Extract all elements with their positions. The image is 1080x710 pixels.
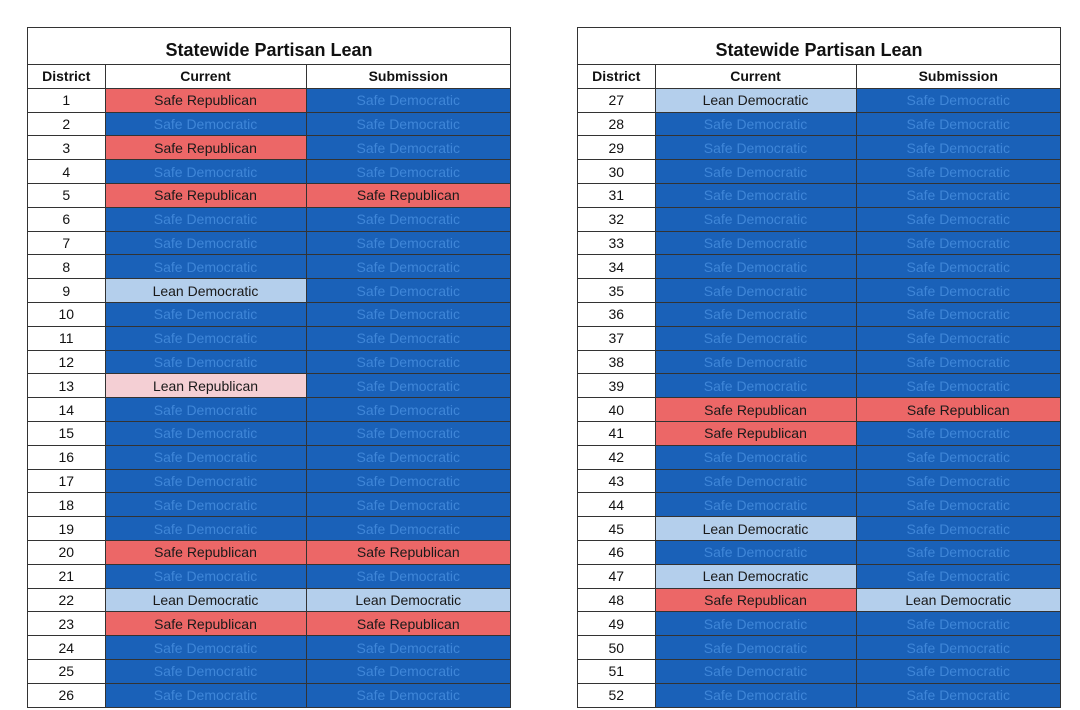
submission-lean-cell: Safe Democratic: [306, 398, 510, 422]
table-row: [28, 350, 510, 374]
current-lean-cell: Safe Democratic: [105, 683, 306, 706]
current-lean-cell: Safe Democratic: [655, 112, 856, 136]
district-number-cell: 9: [28, 279, 105, 303]
district-number-cell: 47: [578, 564, 655, 588]
district-number-cell: 24: [28, 636, 105, 660]
table-row: [28, 160, 510, 184]
district-number-cell: 12: [28, 350, 105, 374]
district-number-cell: 20: [28, 540, 105, 564]
district-number-cell: 18: [28, 493, 105, 517]
table-row: [28, 612, 510, 636]
district-number-cell: 42: [578, 445, 655, 469]
current-lean-cell: Safe Democratic: [655, 659, 856, 683]
table-row: [28, 398, 510, 422]
submission-lean-cell: Safe Democratic: [856, 302, 1060, 326]
district-number-cell: 46: [578, 540, 655, 564]
table-row: [578, 493, 1060, 517]
current-lean-cell: Safe Democratic: [655, 636, 856, 660]
table-row: [28, 279, 510, 303]
district-number-cell: 13: [28, 374, 105, 398]
table-row: [578, 612, 1060, 636]
current-lean-cell: Safe Democratic: [105, 207, 306, 231]
current-lean-cell: Safe Republican: [655, 398, 856, 422]
table-row: [28, 374, 510, 398]
current-lean-cell: Safe Democratic: [105, 112, 306, 136]
submission-lean-cell: Safe Republican: [306, 540, 510, 564]
table-row: [28, 659, 510, 683]
table-row: [28, 564, 510, 588]
table-row: [578, 683, 1060, 706]
current-lean-cell: Safe Democratic: [655, 302, 856, 326]
district-number-cell: 38: [578, 350, 655, 374]
header-row: [578, 65, 1060, 88]
submission-lean-cell: Safe Democratic: [306, 517, 510, 541]
district-number-cell: 35: [578, 279, 655, 303]
current-lean-cell: Safe Democratic: [655, 326, 856, 350]
table-row: [28, 231, 510, 255]
current-lean-cell: Safe Democratic: [105, 517, 306, 541]
table-title: Statewide Partisan Lean: [28, 28, 510, 65]
column-header-district: District: [578, 65, 655, 88]
table-row: [578, 421, 1060, 445]
submission-lean-cell: Safe Democratic: [856, 421, 1060, 445]
submission-lean-cell: Safe Republican: [306, 612, 510, 636]
submission-lean-cell: Safe Democratic: [856, 112, 1060, 136]
current-lean-cell: Safe Republican: [655, 421, 856, 445]
district-number-cell: 41: [578, 421, 655, 445]
table-row: [28, 255, 510, 279]
district-number-cell: 16: [28, 445, 105, 469]
current-lean-cell: Safe Democratic: [105, 445, 306, 469]
submission-lean-cell: Safe Democratic: [856, 612, 1060, 636]
table-row: [578, 255, 1060, 279]
table-row: [578, 88, 1060, 112]
district-number-cell: 10: [28, 302, 105, 326]
current-lean-cell: Safe Democratic: [655, 350, 856, 374]
table-row: [28, 588, 510, 612]
submission-lean-cell: Safe Democratic: [856, 326, 1060, 350]
district-number-cell: 40: [578, 398, 655, 422]
submission-lean-cell: Safe Democratic: [306, 326, 510, 350]
district-number-cell: 23: [28, 612, 105, 636]
current-lean-cell: Lean Democratic: [105, 588, 306, 612]
district-number-cell: 4: [28, 160, 105, 184]
current-lean-cell: Safe Democratic: [105, 350, 306, 374]
table-row: [578, 564, 1060, 588]
submission-lean-cell: Safe Democratic: [856, 207, 1060, 231]
current-lean-cell: Safe Democratic: [655, 540, 856, 564]
current-lean-cell: Safe Democratic: [105, 493, 306, 517]
current-lean-cell: Lean Democratic: [105, 279, 306, 303]
district-number-cell: 1: [28, 88, 105, 112]
district-number-cell: 39: [578, 374, 655, 398]
district-number-cell: 48: [578, 588, 655, 612]
table-row: [578, 588, 1060, 612]
table-row: [28, 88, 510, 112]
current-lean-cell: Safe Democratic: [105, 255, 306, 279]
submission-lean-cell: Safe Democratic: [306, 231, 510, 255]
current-lean-cell: Safe Democratic: [105, 636, 306, 660]
submission-lean-cell: Safe Democratic: [306, 302, 510, 326]
current-lean-cell: Safe Democratic: [655, 207, 856, 231]
submission-lean-cell: Safe Democratic: [856, 350, 1060, 374]
district-number-cell: 25: [28, 659, 105, 683]
table-row: [28, 136, 510, 160]
district-number-cell: 37: [578, 326, 655, 350]
submission-lean-cell: Lean Democratic: [856, 588, 1060, 612]
current-lean-cell: Safe Democratic: [105, 564, 306, 588]
table-row: [578, 374, 1060, 398]
table-row: [578, 302, 1060, 326]
table-row: [578, 136, 1060, 160]
submission-lean-cell: Safe Democratic: [856, 517, 1060, 541]
current-lean-cell: Safe Republican: [105, 136, 306, 160]
table-row: [28, 469, 510, 493]
submission-lean-cell: Safe Democratic: [306, 279, 510, 303]
submission-lean-cell: Safe Democratic: [306, 207, 510, 231]
current-lean-cell: Safe Republican: [105, 183, 306, 207]
submission-lean-cell: Safe Democratic: [856, 659, 1060, 683]
current-lean-cell: Safe Republican: [105, 88, 306, 112]
current-lean-cell: Safe Democratic: [105, 398, 306, 422]
current-lean-cell: Safe Democratic: [105, 302, 306, 326]
table-row: [578, 231, 1060, 255]
district-number-cell: 27: [578, 88, 655, 112]
table-row: [28, 683, 510, 706]
submission-lean-cell: Safe Democratic: [306, 374, 510, 398]
submission-lean-cell: Safe Democratic: [856, 279, 1060, 303]
current-lean-cell: Safe Democratic: [655, 160, 856, 184]
district-number-cell: 6: [28, 207, 105, 231]
table-row: [28, 183, 510, 207]
district-table: [578, 65, 1060, 707]
submission-lean-cell: Safe Democratic: [306, 112, 510, 136]
district-number-cell: 15: [28, 421, 105, 445]
column-header-current: Current: [655, 65, 856, 88]
district-number-cell: 19: [28, 517, 105, 541]
district-number-cell: 8: [28, 255, 105, 279]
submission-lean-cell: Safe Democratic: [306, 659, 510, 683]
table-row: [578, 445, 1060, 469]
table-title: Statewide Partisan Lean: [578, 28, 1060, 65]
submission-lean-cell: Safe Democratic: [306, 421, 510, 445]
submission-lean-cell: Safe Democratic: [856, 231, 1060, 255]
current-lean-cell: Lean Republican: [105, 374, 306, 398]
current-lean-cell: Safe Republican: [105, 540, 306, 564]
submission-lean-cell: Safe Democratic: [306, 636, 510, 660]
current-lean-cell: Safe Democratic: [105, 469, 306, 493]
submission-lean-cell: Safe Democratic: [306, 683, 510, 706]
district-number-cell: 7: [28, 231, 105, 255]
district-number-cell: 32: [578, 207, 655, 231]
submission-lean-cell: Safe Democratic: [856, 493, 1060, 517]
submission-lean-cell: Safe Democratic: [856, 445, 1060, 469]
submission-lean-cell: Safe Republican: [856, 398, 1060, 422]
submission-lean-cell: Safe Democratic: [306, 350, 510, 374]
submission-lean-cell: Safe Democratic: [306, 160, 510, 184]
district-number-cell: 52: [578, 683, 655, 706]
district-number-cell: 5: [28, 183, 105, 207]
district-number-cell: 21: [28, 564, 105, 588]
submission-lean-cell: Safe Democratic: [856, 636, 1060, 660]
table-row: [28, 493, 510, 517]
district-number-cell: 2: [28, 112, 105, 136]
current-lean-cell: Safe Democratic: [655, 445, 856, 469]
current-lean-cell: Safe Democratic: [105, 421, 306, 445]
table-row: [28, 326, 510, 350]
current-lean-cell: Safe Republican: [655, 588, 856, 612]
column-header-current: Current: [105, 65, 306, 88]
district-number-cell: 50: [578, 636, 655, 660]
district-number-cell: 43: [578, 469, 655, 493]
current-lean-cell: Safe Democratic: [105, 659, 306, 683]
current-lean-cell: Safe Democratic: [655, 279, 856, 303]
submission-lean-cell: Safe Democratic: [306, 493, 510, 517]
district-number-cell: 49: [578, 612, 655, 636]
table-row: [578, 350, 1060, 374]
column-header-submission: Submission: [856, 65, 1060, 88]
district-number-cell: 26: [28, 683, 105, 706]
submission-lean-cell: Safe Democratic: [306, 136, 510, 160]
submission-lean-cell: Safe Democratic: [306, 469, 510, 493]
district-number-cell: 33: [578, 231, 655, 255]
current-lean-cell: Safe Republican: [105, 612, 306, 636]
submission-lean-cell: Safe Democratic: [856, 564, 1060, 588]
submission-lean-cell: Safe Democratic: [856, 88, 1060, 112]
submission-lean-cell: Safe Democratic: [306, 88, 510, 112]
table-row: [28, 445, 510, 469]
submission-lean-cell: Safe Democratic: [306, 564, 510, 588]
current-lean-cell: Safe Democratic: [655, 493, 856, 517]
submission-lean-cell: Safe Democratic: [306, 255, 510, 279]
current-lean-cell: Safe Democratic: [655, 469, 856, 493]
current-lean-cell: Safe Democratic: [655, 683, 856, 706]
district-number-cell: 29: [578, 136, 655, 160]
table-row: [578, 160, 1060, 184]
submission-lean-cell: Safe Democratic: [856, 683, 1060, 706]
current-lean-cell: Lean Democratic: [655, 517, 856, 541]
table-row: [28, 112, 510, 136]
submission-lean-cell: Lean Democratic: [306, 588, 510, 612]
table-row: [578, 517, 1060, 541]
submission-lean-cell: Safe Democratic: [856, 136, 1060, 160]
table-row: [28, 207, 510, 231]
current-lean-cell: Safe Democratic: [105, 160, 306, 184]
current-lean-cell: Safe Democratic: [655, 612, 856, 636]
submission-lean-cell: Safe Democratic: [856, 160, 1060, 184]
submission-lean-cell: Safe Democratic: [856, 374, 1060, 398]
table-row: [578, 659, 1060, 683]
column-header-submission: Submission: [306, 65, 510, 88]
current-lean-cell: Safe Democratic: [105, 326, 306, 350]
current-lean-cell: Safe Democratic: [655, 231, 856, 255]
current-lean-cell: Safe Democratic: [105, 231, 306, 255]
district-number-cell: 17: [28, 469, 105, 493]
table-row: [578, 540, 1060, 564]
district-number-cell: 30: [578, 160, 655, 184]
current-lean-cell: Safe Democratic: [655, 255, 856, 279]
submission-lean-cell: Safe Democratic: [856, 255, 1060, 279]
submission-lean-cell: Safe Democratic: [856, 469, 1060, 493]
district-number-cell: 45: [578, 517, 655, 541]
district-number-cell: 31: [578, 183, 655, 207]
submission-lean-cell: Safe Democratic: [856, 183, 1060, 207]
table-row: [28, 302, 510, 326]
district-number-cell: 36: [578, 302, 655, 326]
district-table: [28, 65, 510, 707]
partisan-lean-table-right: [577, 27, 1061, 708]
current-lean-cell: Safe Democratic: [655, 183, 856, 207]
district-number-cell: 51: [578, 659, 655, 683]
submission-lean-cell: Safe Democratic: [306, 445, 510, 469]
table-row: [578, 279, 1060, 303]
district-number-cell: 34: [578, 255, 655, 279]
table-row: [578, 207, 1060, 231]
current-lean-cell: Safe Democratic: [655, 136, 856, 160]
current-lean-cell: Lean Democratic: [655, 564, 856, 588]
current-lean-cell: Safe Democratic: [655, 374, 856, 398]
current-lean-cell: Lean Democratic: [655, 88, 856, 112]
partisan-lean-table-left: [27, 27, 511, 708]
table-row: [578, 326, 1060, 350]
table-row: [578, 469, 1060, 493]
header-row: [28, 65, 510, 88]
table-row: [28, 636, 510, 660]
district-number-cell: 44: [578, 493, 655, 517]
table-row: [578, 398, 1060, 422]
district-number-cell: 3: [28, 136, 105, 160]
table-row: [578, 183, 1060, 207]
table-row: [28, 517, 510, 541]
district-number-cell: 11: [28, 326, 105, 350]
table-row: [28, 421, 510, 445]
district-number-cell: 14: [28, 398, 105, 422]
submission-lean-cell: Safe Democratic: [856, 540, 1060, 564]
table-row: [28, 540, 510, 564]
table-row: [578, 112, 1060, 136]
column-header-district: District: [28, 65, 105, 88]
district-number-cell: 22: [28, 588, 105, 612]
district-number-cell: 28: [578, 112, 655, 136]
submission-lean-cell: Safe Republican: [306, 183, 510, 207]
table-row: [578, 636, 1060, 660]
